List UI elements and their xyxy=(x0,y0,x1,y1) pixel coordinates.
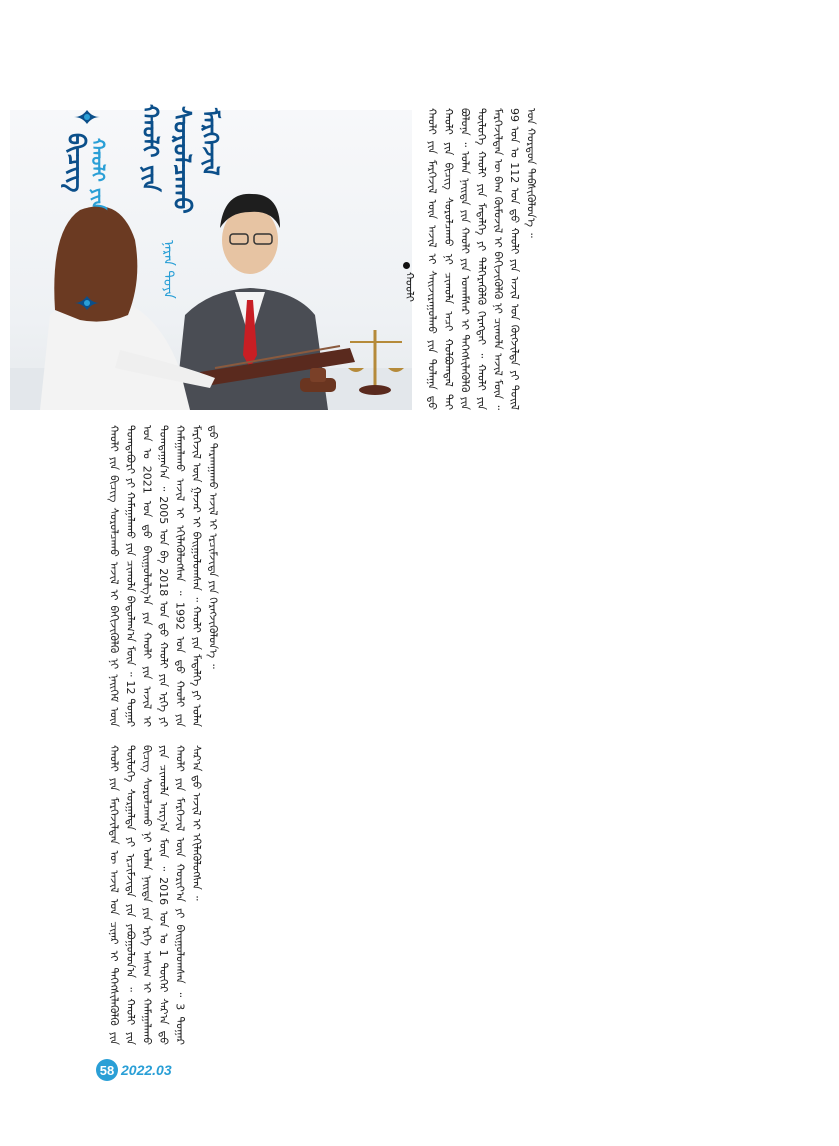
title-line-5: ᠮᠡᠷᠭᠡᠵᠢᠯ xyxy=(197,108,222,176)
body-column-2: ᠬᠠᠤᠯᠢ ᠶᠢᠨ ᠪᠢᠴᠢᠭ ᠰᠤᠷᠤᠯᠴᠠᠬᠤ ᠠᠵᠢᠯ ᠢ ᠪᠡᠬᠢᠵᠢᠭᠦᠯᠬᠦ ᠨᠢ ᠨᠡᠢᠭᠡᠮ ᠦᠨ ᠲᠣᠭᠲᠠᠪᠤᠷᠢ ᠶᠢ ᠬᠠᠮᠠᠭᠠᠯᠠᠬᠤ ᠶᠢᠨ ᠴᠢᠬᠤᠯᠠ ᠪᠠᠲᠤᠯᠠᠭ᠎ᠠ ᠮᠥᠨ ᠃ 12 ᠳᠤᠭᠠᠷ ᠣᠨ ᠤ 2021 ᠣᠨ ᠳ᠋ᠤ ᠪᠠᠢᠭᠤᠯᠤᠯᠭ᠎ᠠ ᠶᠢᠨ ᠬᠠᠤᠯᠢ ᠶᠢᠨ ᠠᠵᠢᠯ ᠢ ᠲᠣᠭᠲᠠᠭᠠᠨ᠎ᠠ ᠃ 2005 ᠣᠨ ᠪᠠ 2018 ᠣᠨ ᠳ᠋ᠤ ᠬᠠᠤᠯᠢ ᠶᠢᠨ ᠡᠷᠬᠡ ᠶᠢ ᠬᠠᠮᠠᠭᠠᠯᠠᠬᠤ ᠠᠵᠢᠯ ᠢ ᠡᠬᠢᠯᠡᠭᠦᠯᠦᠭᠰᠡᠨ ᠃ 1992 ᠣᠨ ᠳ᠋ᠤ ᠬᠠᠤᠯᠢ ᠶᠢᠨ ᠮᠡᠷᠭᠡᠵᠢᠯ ᠦᠨ ᠭᠠᠵᠠᠷ ᠢ ᠪᠠᠢᠭᠤᠯᠤᠭᠰᠠᠨ ᠃ ᠬᠠᠤᠯᠢ ᠶᠢᠨ ᠮᠡᠳᠡᠯᠭᠡ ᠶᠢ ᠣᠯᠠᠨ ᠳ᠋ᠤ ᠲᠠᠷᠬᠠᠭᠠᠬᠤ ᠠᠵᠢᠯ ᠢ ᠡᠷᠴᠢᠮᠵᠢᠳᠡ ᠶᠢᠨ ᠬᠡᠷᠡᠭᠵᠢᠭᠦᠯᠦᠨ᠎ᠡ ᠃ xyxy=(107,425,220,727)
title-line-1: ᠬᠠᠤᠯᠢ ᠶᠢᠨ xyxy=(87,138,108,210)
page-footer xyxy=(96,1059,172,1081)
title-line-3: ᠰᠤᠷᠤᠯᠴᠠᠬᠤ xyxy=(168,106,196,214)
title-line-2: ᠪᠢᠴᠢᠭ xyxy=(62,133,90,193)
section-label: ᠬᠤᠤᠯᠢ xyxy=(403,272,416,302)
ornament-top-icon xyxy=(72,108,102,126)
bullet-dot-icon xyxy=(403,262,410,269)
body-column-1: ᠬᠠᠤᠯᠢ ᠶᠢᠨ ᠮᠡᠷᠭᠡᠵᠢᠯ ᠦᠨ ᠠᠵᠢᠯ ᠢ ᠰᠠᠢᠵᠢᠷᠠᠭᠤᠯᠬᠤ ᠶᠢᠨ ᠲᠤᠯᠠᠭᠠ ᠳ᠋ᠦ ᠬᠠᠤᠯᠢ ᠶᠢᠨ ᠪᠢᠴᠢᠭ ᠰᠤᠷᠤᠯᠴᠠᠬᠤ ᠨᠢ ᠴᠢᠬᠤᠯᠠ ᠠᠴᠢ ᠬᠣᠯᠪᠣᠭᠳᠠᠯ ᠲᠠᠢ ᠪᠣᠯᠤᠨᠠ ᠃ ᠣᠯᠠᠨ ᠨᠡᠢᠲᠡ ᠶᠢᠨ ᠬᠠᠤᠯᠢ ᠶᠢᠨ ᠤᠬᠠᠮᠰᠠᠷ ᠢ ᠳᠡᠭᠡᠭᠰᠢᠯᠡᠭᠦᠯᠬᠦ ᠶᠢᠨ ᠲᠥᠯᠥᠭᠡ ᠬᠠᠤᠯᠢ ᠶᠢᠨ ᠮᠡᠳᠡᠯᠭᠡ ᠶᠢ ᠳᠡᠯᠭᠡᠷᠡᠭᠦᠯᠬᠦ ᠬᠡᠷᠡᠭᠲᠡᠢ ᠃ ᠬᠠᠤᠯᠢ ᠶᠢᠨ ᠮᠡᠷᠭᠡᠵᠢᠯᠲᠡᠨ ᠦ ᠪᠠᠭ ᠬᠥᠮᠦᠵᠢᠯ ᠢ ᠪᠡᠬᠢᠵᠢᠭᠦᠯᠬᠦ ᠨᠢ ᠴᠢᠬᠤᠯᠠ ᠠᠵᠢᠯ ᠮᠥᠨ ᠃ 99 ᠣᠨ ᠤ 112 ᠣᠨ ᠳ᠋ᠤ ᠬᠠᠤᠯᠢ ᠶᠢᠨ ᠠᠵᠢᠯ ᠤᠨ ᠬᠥᠭᠵᠢᠯᠲᠡ ᠶᠢ ᠲᠤᠢᠯ ᠤᠨ ᠬᠤᠷᠳᠤᠨ ᠳᠡᠪᠰᠢᠭᠦᠯᠦᠨ᠎ᠡ ᠃ xyxy=(425,108,538,410)
ornament-bottom-icon xyxy=(72,294,102,312)
page-number: 58 xyxy=(96,1059,118,1081)
body-column-3: ᠬᠠᠤᠯᠢ ᠶᠢᠨ ᠮᠡᠷᠭᠡᠵᠢᠯᠲᠡᠨ ᠦ ᠠᠵᠢᠯ ᠤᠨ ᠴᠢᠨᠠᠷ ᠢ ᠳᠡᠭᠡᠭᠰᠢᠯᠡᠭᠦᠯᠬᠦ ᠶᠢᠨ ᠲᠥᠯᠥᠭᠡ ᠰᠤᠷᠭᠠᠯᠲᠠ ᠶᠢ ᠡᠷᠴᠢᠮᠵᠢᠳᠡ ᠶᠢᠨ ᠶᠠᠪᠤᠭᠤᠯᠤᠨ᠎ᠠ ᠃ ᠬᠠᠤᠯᠢ ᠶᠢᠨ ᠪᠢᠴᠢᠭ ᠰᠤᠷᠤᠯᠴᠠᠬᠤ ᠨᠢ ᠣᠯᠠᠨ ᠨᠡᠢᠲᠡ ᠶᠢᠨ ᠡᠷᠬᠡ ᠠᠰᠢᠭ ᠢ ᠬᠠᠮᠠᠭᠠᠯᠠᠬᠤ ᠶᠢᠨ ᠴᠢᠬᠤᠯᠠ ᠠᠷᠭ᠎ᠠ ᠮᠥᠨ ᠃ 2016 ᠣᠨ ᠤ 1 ᠳᠦᠭᠡᠷ ᠰᠠᠷ᠎ᠠ ᠳ᠋ᠤ ᠬᠠᠤᠯᠢ ᠶᠢᠨ ᠮᠡᠷᠭᠡᠵᠢᠯ ᠦᠨ ᠬᠣᠷᠢᠶ᠎ᠠ ᠶᠢ ᠪᠠᠢᠭᠤᠯᠤᠭᠰᠠᠨ ᠃ 3 ᠳᠤᠭᠠᠷ ᠰᠠᠷ᠎ᠠ ᠳ᠋ᠤ ᠠᠵᠢᠯ ᠢ ᠡᠬᠢᠯᠡᠭᠦᠯᠦᠭᠰᠡᠨ ᠃ xyxy=(107,745,203,1045)
author-name: ᠨᠠᠷᠠᠨ ᠲᠤᠶᠠ xyxy=(160,240,176,299)
issue-number: 2022.03 xyxy=(121,1062,172,1078)
title-line-4: ᠬᠠᠤᠯᠢ ᠶᠢᠨ xyxy=(137,104,162,192)
